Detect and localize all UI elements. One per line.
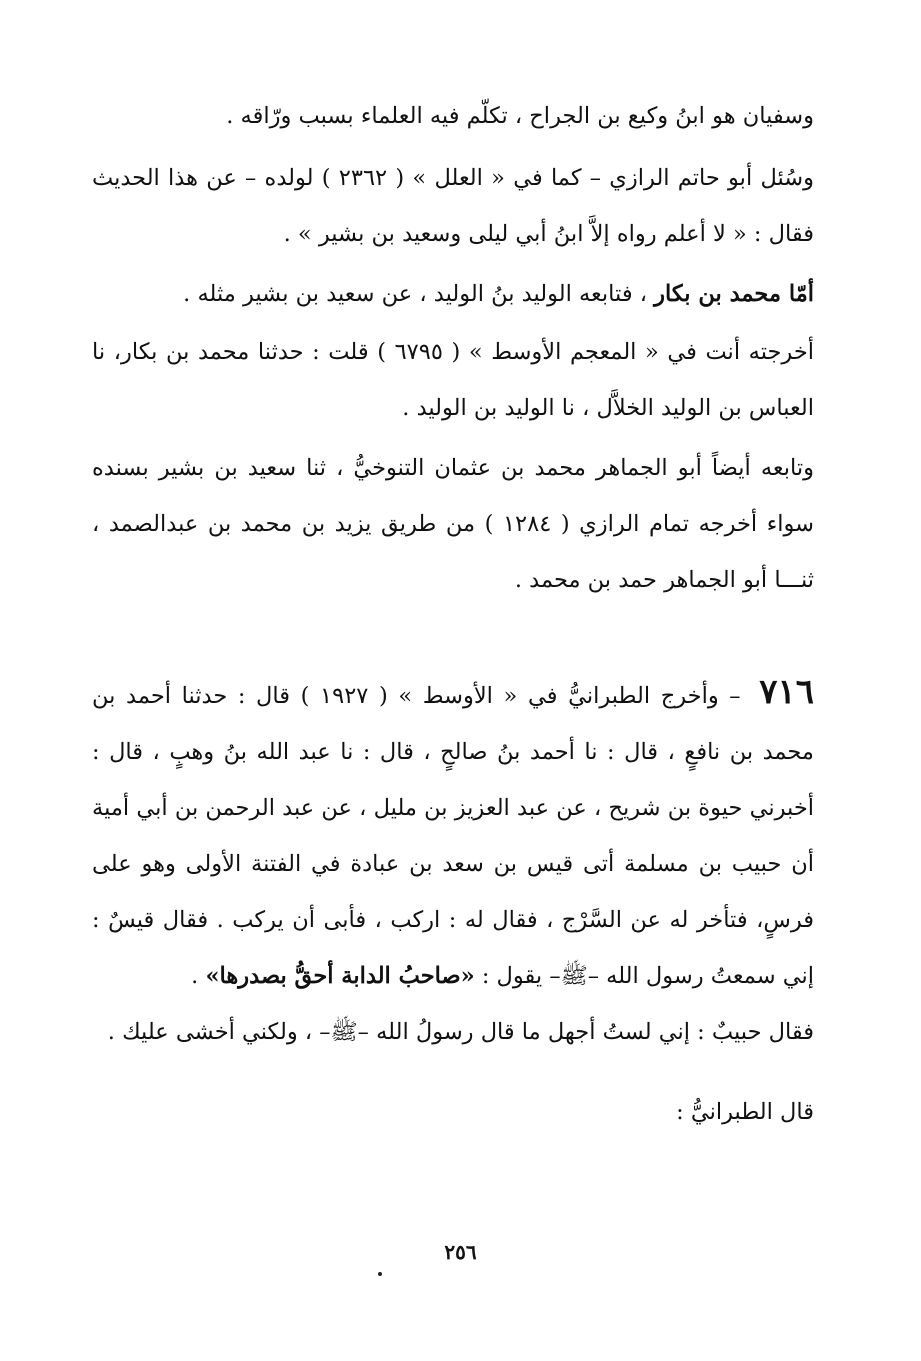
paragraph-sufyan: وسفيان هو ابنُ وكيع بن الجراح ، تكلّم فيه العلماء بسبب ورّاقه . [226,103,814,129]
bold-phrase: أمّا محمد بن بكار [654,281,814,307]
paragraph-muhammad-bakkar [92,266,814,322]
paragraph-continuation: ، فتابعه الوليد بنُ الوليد ، عن سعيد بن بشير مثله . [183,281,655,307]
paragraph-tabarani-said: قال الطبرانيُّ : [676,1099,814,1125]
hadith-text-end: . [191,963,206,989]
print-speck [378,1272,382,1276]
hadith-716 [92,664,814,1004]
paragraph-abu-hatim: وسُئل أبو حاتم الرازي – كما في « العلل » ( ٢٣٦٢ ) لولده – عن هذا الحديث فقال : « لا أعلم رواه إلاَّ ابنُ أبي ليلى وسعيد بن بشير » . [92,165,815,247]
paragraph-abu-al-jamahir: وتابعه أيضاً أبو الجماهر محمد بن عثمان التنوخيُّ ، ثنا سعيد بن بشير بسنده سواء أخرجه تمام الرازي ( ١٢٨٤ ) من طريق يزيد بن محمد بن عبدالصمد ، ثنـــا أبو الجماهر حمد بن محمد . [92,455,815,593]
page-number: ٢٥٦ [444,1240,477,1264]
hadith-text: – وأخرج الطبرانيُّ في « الأوسط » ( ١٩٢٧ ) قال : حدثنا أحمد بن محمد بن نافعٍ ، قال : نا أحمد بنُ صالحٍ ، قال : نا عبد الله بنُ وهبٍ ، قال : أخبرني حيوة بن شريح ، عن عبد العزيز بن مليل ، عن عبد الرحمن بن أبي أمية أن حبيب بن مسلمة أتى قيس بن سعد بن عبادة في الفتنة الأولى وهو على فرسٍ، فتأخر له عن السَّرْج ، فقال له : اركب ، فأبى أن يركب . فقال قيسٌ : إني سمعتُ رسول الله –ﷺ– يقول : [92,683,814,989]
paragraph-mujam-awsat: أخرجته أنت في « المعجم الأوسط » ( ٦٧٩٥ ) قلت : حدثنا محمد بن بكار، نا العباس بن الوليد الخلاَّل ، نا الوليد بن الوليد . [92,339,814,421]
hadith-number: ٧١٦ [759,672,814,712]
paragraph-habib-reply: فقال حبيبٌ : إني لستُ أجهل ما قال رسولُ الله –ﷺ– ، ولكني أخشى عليك . [107,1019,814,1045]
hadith-quote: «صاحبُ الدابة أحقُّ بصدرها» [205,963,475,989]
